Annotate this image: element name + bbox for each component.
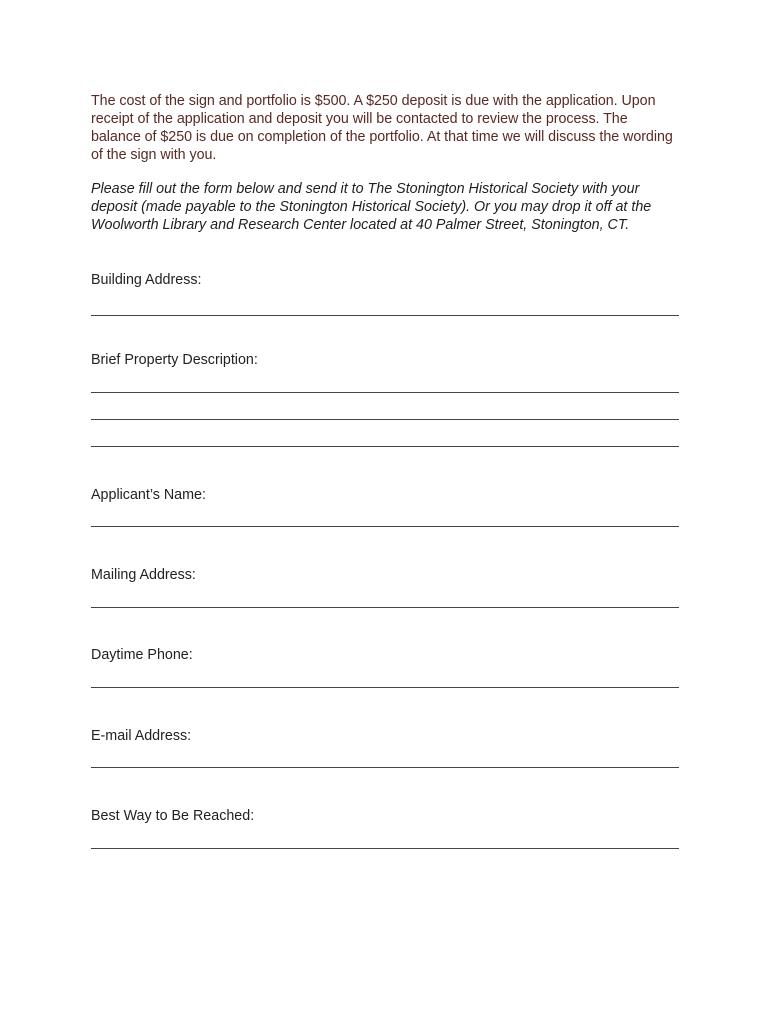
building-address-field <box>91 271 679 289</box>
mailing-address-line[interactable] <box>91 607 679 608</box>
property-description-line-1[interactable] <box>91 392 679 393</box>
document-body <box>91 92 681 234</box>
applicant-name-field <box>91 486 679 504</box>
best-way-field <box>91 807 679 825</box>
building-address-label: Building Address: <box>91 272 202 288</box>
building-address-line[interactable] <box>91 315 679 316</box>
property-description-line-2[interactable] <box>91 419 679 420</box>
daytime-phone-label: Daytime Phone: <box>91 647 193 663</box>
cost-paragraph: The cost of the sign and portfolio is $500. A $250 deposit is due with the application. Upon receipt of the application and deposit you will be contacted to review the process. The balance of $250 is due on completion of the portfolio. At that time we will discuss the wording of the sign with you. <box>91 93 673 163</box>
mailing-address-field <box>91 566 679 584</box>
best-way-label: Best Way to Be Reached: <box>91 808 255 824</box>
applicant-name-label: Applicant’s Name: <box>91 487 206 503</box>
email-address-field <box>91 727 679 745</box>
property-description-label: Brief Property Description: <box>91 352 258 368</box>
mailing-address-label: Mailing Address: <box>91 567 196 583</box>
best-way-line[interactable] <box>91 848 679 849</box>
email-address-label: E-mail Address: <box>91 728 192 744</box>
property-description-line-3[interactable] <box>91 446 679 447</box>
instructions-paragraph: Please fill out the form below and send it to The Stonington Historical Society with your deposit (made payable to the Stonington Historical Society). Or you may drop it off at the Woolworth Library and Research Center located at 40 Palmer Street, Stonington, CT. <box>91 181 652 233</box>
email-address-line[interactable] <box>91 767 679 768</box>
property-description-field <box>91 351 679 369</box>
daytime-phone-line[interactable] <box>91 687 679 688</box>
daytime-phone-field <box>91 646 679 664</box>
applicant-name-line[interactable] <box>91 526 679 527</box>
